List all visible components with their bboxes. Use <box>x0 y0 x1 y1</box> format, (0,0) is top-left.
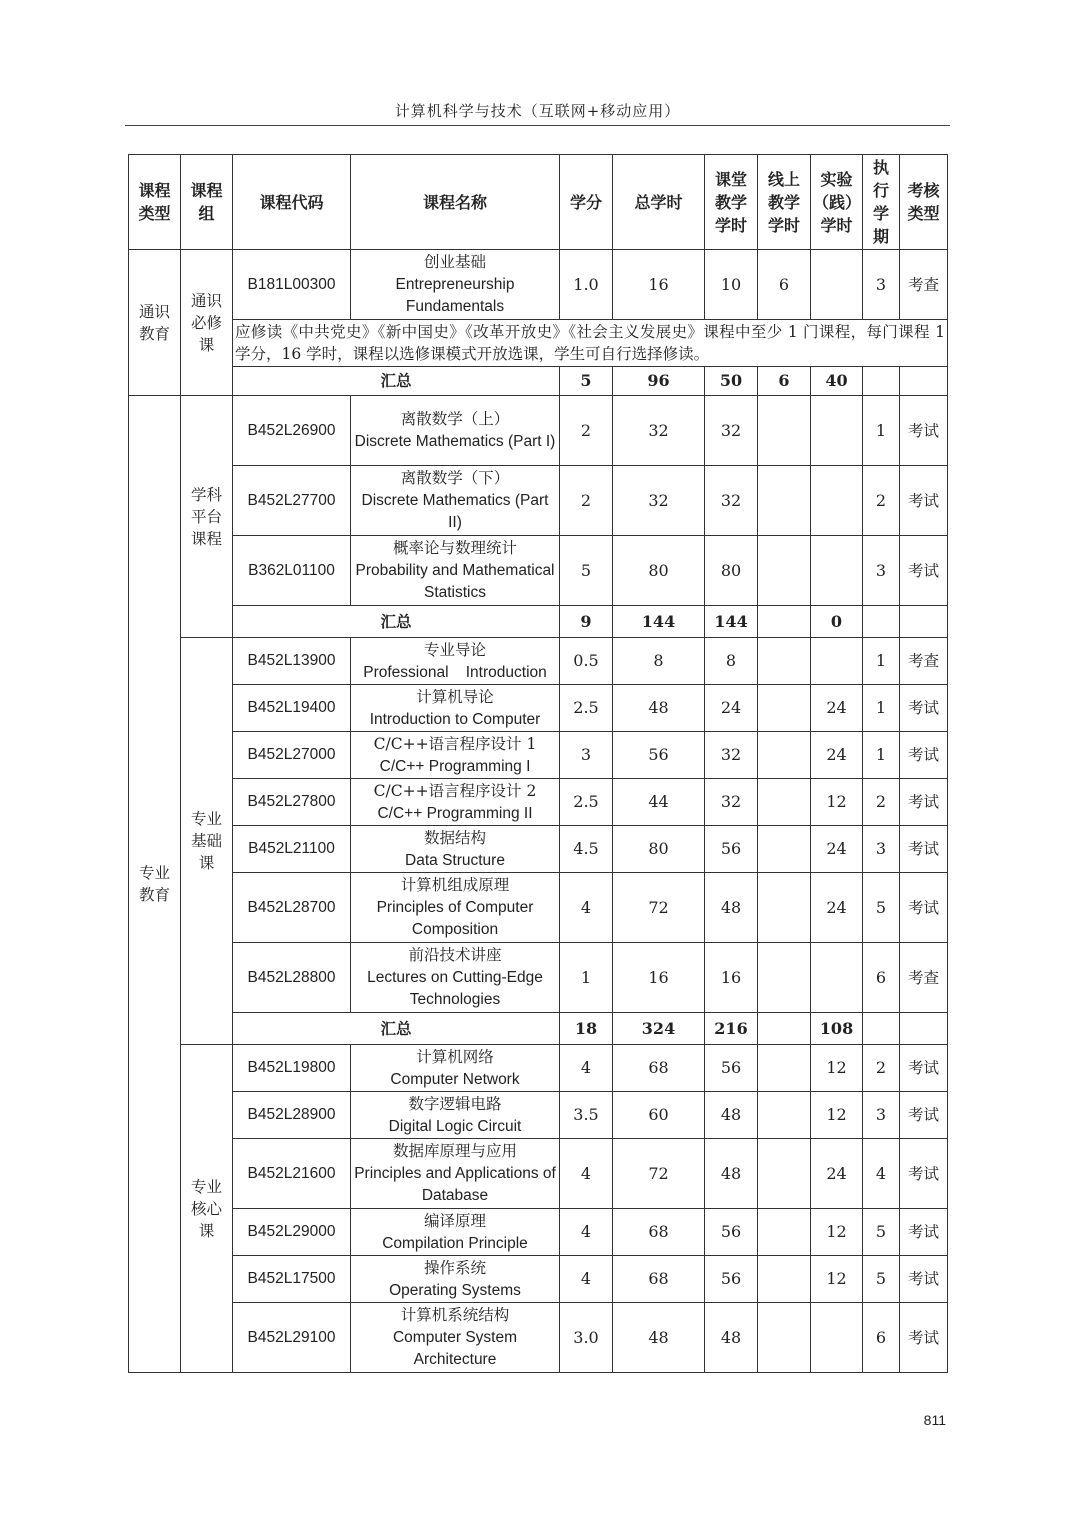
term-value: 2 <box>863 779 900 826</box>
summary-row <box>129 606 948 638</box>
summary-credit: 18 <box>560 1013 613 1045</box>
total-hours-value: 72 <box>613 1139 705 1209</box>
credit-value: 2.5 <box>560 685 613 732</box>
course-name-zh: 前沿技术讲座 <box>408 946 502 964</box>
course-name <box>351 1256 560 1303</box>
table-row <box>129 873 948 943</box>
table-row <box>129 943 948 1013</box>
course-name-en: Computer System Architecture <box>392 1329 521 1368</box>
class-hours-value: 56 <box>705 826 758 873</box>
course-code: B452L19400 <box>233 685 351 732</box>
course-name-zh: 计算机网络 <box>416 1047 494 1066</box>
class-hours-value: 48 <box>705 1139 758 1209</box>
summary-exam <box>900 606 948 638</box>
table-row <box>129 779 948 826</box>
online-hours-value <box>758 536 811 606</box>
course-type-cell: 通识 教育 <box>129 250 181 396</box>
lab-hours-value: 12 <box>811 1209 863 1256</box>
class-hours-value: 8 <box>705 638 758 685</box>
credit-value: 2 <box>560 396 613 466</box>
course-code: B452L28800 <box>233 943 351 1013</box>
term-value: 2 <box>863 1045 900 1092</box>
summary-exam <box>900 367 948 396</box>
course-name-en: Operating Systems <box>389 1281 521 1299</box>
class-hours-value: 32 <box>705 466 758 536</box>
course-name-zh: 计算机导论 <box>416 687 494 706</box>
class-hours-value: 48 <box>705 1303 758 1373</box>
exam-type-value: 考试 <box>900 396 948 466</box>
page-header-title: 计算机科学与技术（互联网+移动应用） <box>394 102 681 120</box>
table-row <box>129 826 948 873</box>
curriculum-table <box>128 154 948 1373</box>
summary-term <box>863 367 900 396</box>
course-code: B452L27700 <box>233 466 351 536</box>
course-name-zh: C/C++语言程序设计 1 <box>373 734 537 753</box>
lab-hours-value <box>811 1303 863 1373</box>
online-hours-value: 6 <box>758 250 811 320</box>
table-row <box>129 466 948 536</box>
lab-hours-value: 12 <box>811 779 863 826</box>
table-row <box>129 1139 948 1209</box>
note-row <box>129 320 948 367</box>
course-name-zh: 离散数学（上） <box>400 410 510 428</box>
summary-lab-hours: 108 <box>811 1013 863 1045</box>
summary-exam <box>900 1013 948 1045</box>
credit-value: 1 <box>560 943 613 1013</box>
course-name <box>351 1209 560 1256</box>
term-value: 3 <box>863 250 900 320</box>
class-hours-value: 48 <box>705 873 758 943</box>
term-value: 1 <box>863 685 900 732</box>
exam-type-value: 考试 <box>900 1303 948 1373</box>
summary-term <box>863 1013 900 1045</box>
course-code: B452L27000 <box>233 732 351 779</box>
table-row <box>129 396 948 466</box>
summary-online-hours <box>758 606 811 638</box>
credit-value: 4 <box>560 1256 613 1303</box>
online-hours-value <box>758 779 811 826</box>
exam-type-value: 考试 <box>900 685 948 732</box>
course-name-zh: 概率论与数理统计 <box>392 539 517 557</box>
total-hours-value: 68 <box>613 1209 705 1256</box>
class-hours-value: 32 <box>705 779 758 826</box>
exam-type-value: 考试 <box>900 1139 948 1209</box>
term-value: 1 <box>863 396 900 466</box>
total-hours-value: 44 <box>613 779 705 826</box>
table-row <box>129 1303 948 1373</box>
table-row <box>129 1209 948 1256</box>
summary-label: 汇总 <box>233 606 560 638</box>
course-code: B452L28900 <box>233 1092 351 1139</box>
course-name <box>351 826 560 873</box>
online-hours-value <box>758 396 811 466</box>
online-hours-value <box>758 1209 811 1256</box>
header-divider <box>125 125 950 126</box>
credit-value: 3.0 <box>560 1303 613 1373</box>
course-code: B452L28700 <box>233 873 351 943</box>
lab-hours-value: 24 <box>811 685 863 732</box>
summary-credit: 5 <box>560 367 613 396</box>
course-name <box>351 685 560 732</box>
total-hours-value: 80 <box>613 826 705 873</box>
course-name <box>351 396 560 466</box>
lab-hours-value: 24 <box>811 826 863 873</box>
exam-type-value: 考试 <box>900 873 948 943</box>
course-name-zh: 编译原理 <box>423 1211 486 1230</box>
table-row <box>129 536 948 606</box>
class-hours-value: 80 <box>705 536 758 606</box>
exam-type-value: 考试 <box>900 1045 948 1092</box>
lab-hours-value: 24 <box>811 1139 863 1209</box>
course-name-en: Lectures on Cutting-Edge Technologies <box>367 969 547 1008</box>
course-name-zh: 数据库原理与应用 <box>392 1142 517 1160</box>
class-hours-value: 56 <box>705 1045 758 1092</box>
course-name-zh: C/C++语言程序设计 2 <box>373 781 537 800</box>
total-hours-value: 68 <box>613 1045 705 1092</box>
col-header-lab-hours: 实验 （践） 学时 <box>811 155 863 250</box>
course-name <box>351 1139 560 1209</box>
total-hours-value: 72 <box>613 873 705 943</box>
course-name-zh: 计算机系统结构 <box>400 1306 510 1324</box>
exam-type-value: 考试 <box>900 732 948 779</box>
course-name-en: Compilation Principle <box>382 1234 528 1252</box>
course-code: B452L29000 <box>233 1209 351 1256</box>
course-name-en: Discrete Mathematics (Part I) <box>354 433 556 450</box>
credit-value: 5 <box>560 536 613 606</box>
term-value: 5 <box>863 1256 900 1303</box>
course-group-cell: 专业 核心 课 <box>181 1045 233 1373</box>
course-name-en: Digital Logic Circuit <box>388 1117 522 1135</box>
summary-row <box>129 367 948 396</box>
class-hours-value: 48 <box>705 1092 758 1139</box>
summary-row <box>129 1013 948 1045</box>
course-name-zh: 离散数学（下） <box>400 469 510 487</box>
table-row <box>129 250 948 320</box>
course-name-zh: 数据结构 <box>423 828 486 847</box>
credit-value: 3.5 <box>560 1092 613 1139</box>
summary-online-hours: 6 <box>758 367 811 396</box>
total-hours-value: 16 <box>613 943 705 1013</box>
course-name <box>351 1045 560 1092</box>
col-header-exam-type: 考核 类型 <box>900 155 948 250</box>
course-name-zh: 计算机组成原理 <box>400 876 510 894</box>
course-group-cell: 学科 平台 课程 <box>181 396 233 638</box>
course-name <box>351 779 560 826</box>
online-hours-value <box>758 466 811 536</box>
table-row <box>129 1092 948 1139</box>
lab-hours-value <box>811 396 863 466</box>
course-code: B452L21600 <box>233 1139 351 1209</box>
term-value: 5 <box>863 1209 900 1256</box>
table-header-row <box>129 155 948 250</box>
credit-value: 2.5 <box>560 779 613 826</box>
class-hours-value: 32 <box>705 396 758 466</box>
course-name-en: Probability and Mathematical Statistics <box>355 562 559 601</box>
credit-value: 4 <box>560 873 613 943</box>
course-group-cell: 通识 必修 课 <box>181 250 233 396</box>
term-value: 1 <box>863 638 900 685</box>
exam-type-value: 考试 <box>900 1209 948 1256</box>
term-value: 6 <box>863 1303 900 1373</box>
course-name-en: C/C++ Programming I <box>379 757 531 775</box>
online-hours-value <box>758 943 811 1013</box>
course-code: B362L01100 <box>233 536 351 606</box>
total-hours-value: 48 <box>613 685 705 732</box>
credit-value: 2 <box>560 466 613 536</box>
online-hours-value <box>758 1303 811 1373</box>
total-hours-value: 32 <box>613 396 705 466</box>
course-name-en: Entrepreneurship Fundamentals <box>395 276 519 315</box>
summary-online-hours <box>758 1013 811 1045</box>
credit-value: 4 <box>560 1209 613 1256</box>
table-row <box>129 1256 948 1303</box>
online-hours-value <box>758 1045 811 1092</box>
course-code: B181L00300 <box>233 250 351 320</box>
lab-hours-value: 24 <box>811 873 863 943</box>
page-number: 811 <box>923 1412 946 1428</box>
col-header-online-hours: 线上 教学 学时 <box>758 155 811 250</box>
course-name-en: Data Structure <box>405 851 505 869</box>
table-row <box>129 685 948 732</box>
credit-value: 4 <box>560 1139 613 1209</box>
credit-value: 3 <box>560 732 613 779</box>
course-type-cell: 专业 教育 <box>129 396 181 1373</box>
term-value: 6 <box>863 943 900 1013</box>
exam-type-value: 考试 <box>900 826 948 873</box>
course-code: B452L17500 <box>233 1256 351 1303</box>
online-hours-value <box>758 685 811 732</box>
lab-hours-value <box>811 250 863 320</box>
online-hours-value <box>758 873 811 943</box>
summary-class-hours: 216 <box>705 1013 758 1045</box>
course-name <box>351 1303 560 1373</box>
exam-type-value: 考试 <box>900 466 948 536</box>
term-value: 4 <box>863 1139 900 1209</box>
course-name-en: Discrete Mathematics (Part II) <box>361 492 553 531</box>
lab-hours-value <box>811 536 863 606</box>
course-name <box>351 250 560 320</box>
online-hours-value <box>758 826 811 873</box>
lab-hours-value: 12 <box>811 1045 863 1092</box>
col-header-course-group: 课程 组 <box>181 155 233 250</box>
online-hours-value <box>758 1139 811 1209</box>
course-group-cell: 专业 基础 课 <box>181 638 233 1045</box>
summary-class-hours: 50 <box>705 367 758 396</box>
course-name-zh: 数字逻辑电路 <box>408 1094 502 1113</box>
exam-type-value: 考查 <box>900 638 948 685</box>
course-name-zh: 操作系统 <box>423 1258 486 1277</box>
course-name-zh: 创业基础 <box>423 253 486 271</box>
course-name-en: Introduction to Computer <box>369 710 541 728</box>
course-name-en: Professional Introduction <box>363 663 547 681</box>
lab-hours-value: 12 <box>811 1092 863 1139</box>
lab-hours-value <box>811 943 863 1013</box>
exam-type-value: 考试 <box>900 1256 948 1303</box>
summary-total-hours: 324 <box>613 1013 705 1045</box>
class-hours-value: 56 <box>705 1209 758 1256</box>
lab-hours-value: 12 <box>811 1256 863 1303</box>
col-header-course-code: 课程代码 <box>233 155 351 250</box>
credit-value: 4.5 <box>560 826 613 873</box>
exam-type-value: 考查 <box>900 943 948 1013</box>
col-header-credit: 学分 <box>560 155 613 250</box>
credit-value: 1.0 <box>560 250 613 320</box>
course-name <box>351 1092 560 1139</box>
col-header-course-type: 课程 类型 <box>129 155 181 250</box>
course-name-zh: 专业导论 <box>423 640 486 659</box>
summary-lab-hours: 0 <box>811 606 863 638</box>
table-row <box>129 1045 948 1092</box>
exam-type-value: 考试 <box>900 1092 948 1139</box>
term-value: 3 <box>863 536 900 606</box>
course-code: B452L21100 <box>233 826 351 873</box>
summary-term <box>863 606 900 638</box>
course-name-en: C/C++ Programming II <box>377 804 533 822</box>
online-hours-value <box>758 1256 811 1303</box>
elective-note: 应修读《中共党史》《新中国史》《改革开放史》《社会主义发展史》课程中至少 1 门课程，每门课程 1 学分，16 学时，课程以选修课模式开放选课，学生可自行选择修读。 <box>233 320 948 367</box>
class-hours-value: 10 <box>705 250 758 320</box>
col-header-class-hours: 课堂 教学 学时 <box>705 155 758 250</box>
total-hours-value: 60 <box>613 1092 705 1139</box>
lab-hours-value <box>811 638 863 685</box>
total-hours-value: 16 <box>613 250 705 320</box>
summary-class-hours: 144 <box>705 606 758 638</box>
exam-type-value: 考试 <box>900 536 948 606</box>
total-hours-value: 32 <box>613 466 705 536</box>
total-hours-value: 8 <box>613 638 705 685</box>
total-hours-value: 48 <box>613 1303 705 1373</box>
exam-type-value: 考查 <box>900 250 948 320</box>
exam-type-value: 考试 <box>900 779 948 826</box>
online-hours-value <box>758 638 811 685</box>
summary-label: 汇总 <box>233 1013 560 1045</box>
course-name-en: Principles and Applications of Database <box>354 1165 561 1204</box>
term-value: 3 <box>863 826 900 873</box>
course-name-en: Computer Network <box>390 1070 520 1088</box>
course-name <box>351 536 560 606</box>
class-hours-value: 32 <box>705 732 758 779</box>
total-hours-value: 68 <box>613 1256 705 1303</box>
lab-hours-value <box>811 466 863 536</box>
course-name <box>351 466 560 536</box>
course-code: B452L13900 <box>233 638 351 685</box>
summary-total-hours: 144 <box>613 606 705 638</box>
col-header-total-hours: 总学时 <box>613 155 705 250</box>
total-hours-value: 80 <box>613 536 705 606</box>
table-row <box>129 638 948 685</box>
total-hours-value: 56 <box>613 732 705 779</box>
col-header-course-name: 课程名称 <box>351 155 560 250</box>
term-value: 1 <box>863 732 900 779</box>
course-name <box>351 638 560 685</box>
online-hours-value <box>758 1092 811 1139</box>
class-hours-value: 16 <box>705 943 758 1013</box>
class-hours-value: 56 <box>705 1256 758 1303</box>
online-hours-value <box>758 732 811 779</box>
credit-value: 4 <box>560 1045 613 1092</box>
col-header-term: 执 行 学 期 <box>863 155 900 250</box>
table-row <box>129 732 948 779</box>
course-name-en: Principles of Computer Composition <box>376 899 538 938</box>
term-value: 3 <box>863 1092 900 1139</box>
summary-total-hours: 96 <box>613 367 705 396</box>
course-code: B452L29100 <box>233 1303 351 1373</box>
term-value: 2 <box>863 466 900 536</box>
course-name <box>351 943 560 1013</box>
term-value: 5 <box>863 873 900 943</box>
summary-label: 汇总 <box>233 367 560 396</box>
credit-value: 0.5 <box>560 638 613 685</box>
course-name <box>351 873 560 943</box>
course-code: B452L19800 <box>233 1045 351 1092</box>
course-name <box>351 732 560 779</box>
lab-hours-value: 24 <box>811 732 863 779</box>
summary-credit: 9 <box>560 606 613 638</box>
course-code: B452L26900 <box>233 396 351 466</box>
class-hours-value: 24 <box>705 685 758 732</box>
course-code: B452L27800 <box>233 779 351 826</box>
summary-lab-hours: 40 <box>811 367 863 396</box>
